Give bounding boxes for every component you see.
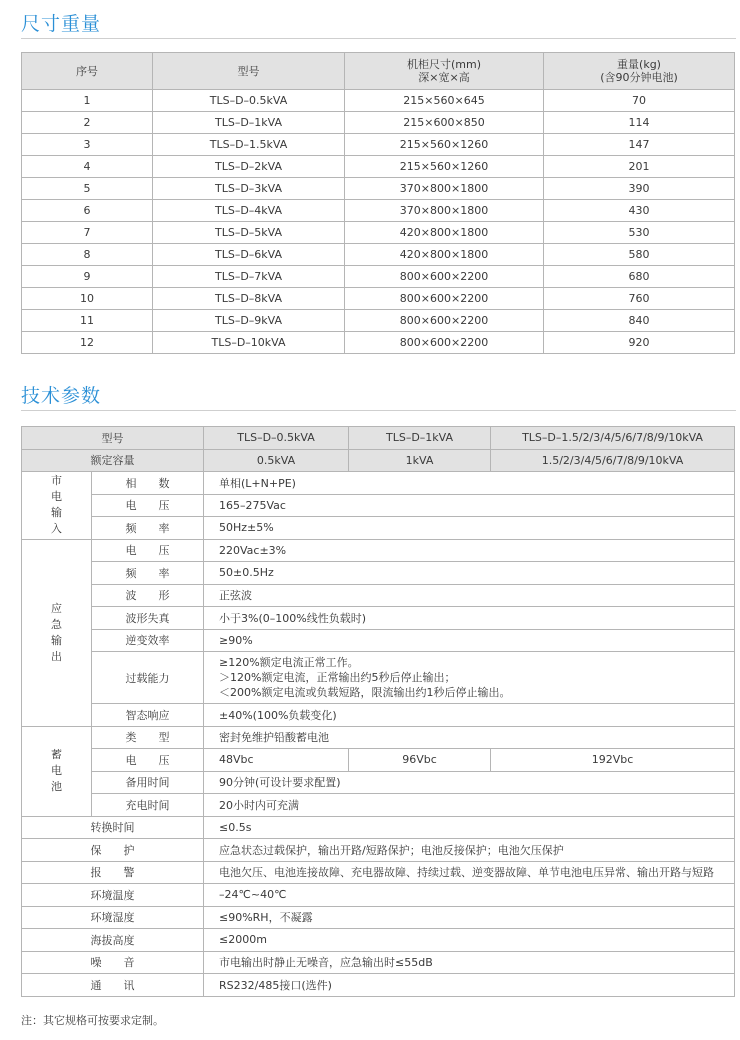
section-title-specs: 技术参数 xyxy=(21,385,102,407)
table-row xyxy=(22,266,735,288)
spec-label: 频率 xyxy=(125,566,192,580)
row-size: 420×800×1800 xyxy=(345,244,544,266)
row-index: 11 xyxy=(22,310,153,332)
row-size: 800×600×2200 xyxy=(345,266,544,288)
spec-value: 90分钟(可设计要求配置) xyxy=(204,771,735,794)
dimensions-header-row xyxy=(22,53,735,90)
row-weight: 530 xyxy=(544,222,735,244)
row-size: 215×560×645 xyxy=(345,90,544,112)
battery-voltage-2: 192Vbc xyxy=(491,749,735,772)
row-size: 800×600×2200 xyxy=(345,310,544,332)
emergency-row xyxy=(22,539,735,562)
capacity-row xyxy=(22,449,735,472)
row-index: 9 xyxy=(22,266,153,288)
row-index: 1 xyxy=(22,90,153,112)
spec-value: ≤0.5s xyxy=(204,816,735,839)
battery-voltage-0: 48Vbc xyxy=(204,749,349,772)
spec-label: 环境湿度 xyxy=(90,911,135,925)
row-model: TLS–D–1kVA xyxy=(153,112,345,134)
row-model: TLS–D–4kVA xyxy=(153,200,345,222)
spec-label: 波形失真 xyxy=(92,607,204,630)
spec-value: 应急状态过载保护，输出开路/短路保护；电池反接保护；电池欠压保护 xyxy=(204,839,735,862)
row-weight: 920 xyxy=(544,332,735,354)
spec-label: 频率 xyxy=(125,521,192,535)
specs-table xyxy=(21,426,735,997)
capacity-label: 额定容量 xyxy=(22,449,204,472)
spec-label: 环境温度 xyxy=(90,888,135,902)
misc-row xyxy=(22,951,735,974)
spec-value: 20小时内可充满 xyxy=(204,794,735,817)
capacity-2: 1.5/2/3/4/5/6/7/8/9/10kVA xyxy=(491,449,735,472)
row-weight: 680 xyxy=(544,266,735,288)
table-row xyxy=(22,90,735,112)
row-model: TLS–D–0.5kVA xyxy=(153,90,345,112)
row-weight: 580 xyxy=(544,244,735,266)
row-index: 3 xyxy=(22,134,153,156)
emergency-row xyxy=(22,704,735,727)
spec-label: 波形 xyxy=(125,589,192,603)
spec-label: 电压 xyxy=(125,499,192,513)
row-model: TLS–D–7kVA xyxy=(153,266,345,288)
row-weight: 390 xyxy=(544,178,735,200)
spec-value: 50Hz±5% xyxy=(204,517,735,540)
spec-value: ≥90% xyxy=(204,629,735,652)
spec-label: 保护 xyxy=(90,843,157,857)
footnote: 注：其它规格可按要求定制。 xyxy=(21,1014,164,1027)
row-size: 420×800×1800 xyxy=(345,222,544,244)
capacity-1: 1kVA xyxy=(349,449,491,472)
mains-row xyxy=(22,472,735,495)
battery-row xyxy=(22,749,735,772)
row-model: TLS–D–3kVA xyxy=(153,178,345,200)
spec-value: ±40%(100%负载变化) xyxy=(204,704,735,727)
row-weight: 114 xyxy=(544,112,735,134)
row-model: TLS–D–2kVA xyxy=(153,156,345,178)
model-row xyxy=(22,427,735,450)
spec-value: RS232/485接口(选件) xyxy=(204,974,735,997)
table-row xyxy=(22,178,735,200)
header-index: 序号 xyxy=(22,53,153,90)
emergency-row xyxy=(22,562,735,585)
spec-label: 电压 xyxy=(125,544,192,558)
header-model: 型号 xyxy=(153,53,345,90)
battery-voltage-1: 96Vbc xyxy=(349,749,491,772)
spec-label: 充电时间 xyxy=(92,794,204,817)
misc-row xyxy=(22,906,735,929)
model-0: TLS–D–0.5kVA xyxy=(204,427,349,450)
row-weight: 430 xyxy=(544,200,735,222)
misc-row xyxy=(22,861,735,884)
emergency-row xyxy=(22,629,735,652)
row-weight: 147 xyxy=(544,134,735,156)
table-row xyxy=(22,310,735,332)
emergency-row xyxy=(22,652,735,704)
spec-value: 正弦波 xyxy=(204,584,735,607)
spec-value: ≤2000m xyxy=(204,929,735,952)
table-row xyxy=(22,288,735,310)
battery-row xyxy=(22,771,735,794)
misc-row xyxy=(22,816,735,839)
table-row xyxy=(22,332,735,354)
emergency-group-label: 应 急 输 出 xyxy=(22,539,92,726)
spec-value: 市电输出时静止无噪音，应急输出时≤55dB xyxy=(204,951,735,974)
table-row xyxy=(22,134,735,156)
row-weight: 760 xyxy=(544,288,735,310)
table-row xyxy=(22,156,735,178)
row-index: 10 xyxy=(22,288,153,310)
row-size: 800×600×2200 xyxy=(345,288,544,310)
row-size: 215×560×1260 xyxy=(345,134,544,156)
battery-row xyxy=(22,794,735,817)
title-divider xyxy=(21,410,736,411)
header-cabinet-size: 机柜尺寸(mm) 深×宽×高 xyxy=(345,53,544,90)
row-index: 5 xyxy=(22,178,153,200)
row-index: 2 xyxy=(22,112,153,134)
row-weight: 840 xyxy=(544,310,735,332)
row-model: TLS–D–8kVA xyxy=(153,288,345,310)
spec-value-overload: ≥120%额定电流正常工作。 ＞120%额定电流，正常输出约5秒后停止输出； ＜200%额定电流或负载短路，限流输出约1秒后停止输出。 xyxy=(204,652,735,704)
row-model: TLS–D–1.5kVA xyxy=(153,134,345,156)
misc-row xyxy=(22,839,735,862)
battery-group-label: 蓄 电 池 xyxy=(22,726,92,816)
row-index: 12 xyxy=(22,332,153,354)
battery-row xyxy=(22,726,735,749)
spec-value: 单相(L+N+PE) xyxy=(204,472,735,495)
spec-label: 逆变效率 xyxy=(92,629,204,652)
header-weight: 重量(kg) (含90分钟电池) xyxy=(544,53,735,90)
row-weight: 201 xyxy=(544,156,735,178)
misc-row xyxy=(22,929,735,952)
dimensions-table xyxy=(21,52,735,354)
capacity-0: 0.5kVA xyxy=(204,449,349,472)
spec-value: ≤90%RH，不凝露 xyxy=(204,906,735,929)
spec-label: 噪音 xyxy=(90,956,157,970)
spec-value: 165–275Vac xyxy=(204,494,735,517)
spec-value: –24℃~40℃ xyxy=(204,884,735,907)
spec-label: 报警 xyxy=(90,866,157,880)
table-row xyxy=(22,222,735,244)
section-title-dimensions: 尺寸重量 xyxy=(21,13,102,35)
row-model: TLS–D–10kVA xyxy=(153,332,345,354)
table-row xyxy=(22,112,735,134)
spec-label: 通讯 xyxy=(90,978,157,992)
row-size: 215×600×850 xyxy=(345,112,544,134)
row-size: 370×800×1800 xyxy=(345,200,544,222)
spec-label: 转换时间 xyxy=(90,821,135,835)
model-2: TLS–D–1.5/2/3/4/5/6/7/8/9/10kVA xyxy=(491,427,735,450)
spec-label: 海拔高度 xyxy=(90,933,135,947)
spec-label: 类型 xyxy=(125,731,192,745)
spec-value: 电池欠压、电池连接故障、充电器故障、持续过载、逆变器故障、单节电池电压异常、输出开路与短路 xyxy=(204,861,735,884)
row-model: TLS–D–5kVA xyxy=(153,222,345,244)
row-size: 370×800×1800 xyxy=(345,178,544,200)
table-row xyxy=(22,244,735,266)
model-label: 型号 xyxy=(22,427,204,450)
spec-label: 智态响应 xyxy=(92,704,204,727)
spec-value: 220Vac±3% xyxy=(204,539,735,562)
emergency-row xyxy=(22,584,735,607)
spec-label: 电压 xyxy=(125,753,192,767)
row-weight: 70 xyxy=(544,90,735,112)
title-divider xyxy=(21,38,736,39)
spec-value: 小于3%(0–100%线性负载时) xyxy=(204,607,735,630)
row-index: 4 xyxy=(22,156,153,178)
row-index: 6 xyxy=(22,200,153,222)
spec-label: 过载能力 xyxy=(92,652,204,704)
mains-row xyxy=(22,517,735,540)
misc-row xyxy=(22,974,735,997)
mains-row xyxy=(22,494,735,517)
model-1: TLS–D–1kVA xyxy=(349,427,491,450)
spec-label: 备用时间 xyxy=(92,771,204,794)
row-model: TLS–D–6kVA xyxy=(153,244,345,266)
row-index: 8 xyxy=(22,244,153,266)
spec-value: 50±0.5Hz xyxy=(204,562,735,585)
spec-label: 相数 xyxy=(125,476,192,490)
row-size: 215×560×1260 xyxy=(345,156,544,178)
row-index: 7 xyxy=(22,222,153,244)
misc-row xyxy=(22,884,735,907)
row-size: 800×600×2200 xyxy=(345,332,544,354)
emergency-row xyxy=(22,607,735,630)
row-model: TLS–D–9kVA xyxy=(153,310,345,332)
table-row xyxy=(22,200,735,222)
spec-value: 密封免维护铅酸蓄电池 xyxy=(204,726,735,749)
mains-group-label: 市 电 输 入 xyxy=(22,472,92,540)
